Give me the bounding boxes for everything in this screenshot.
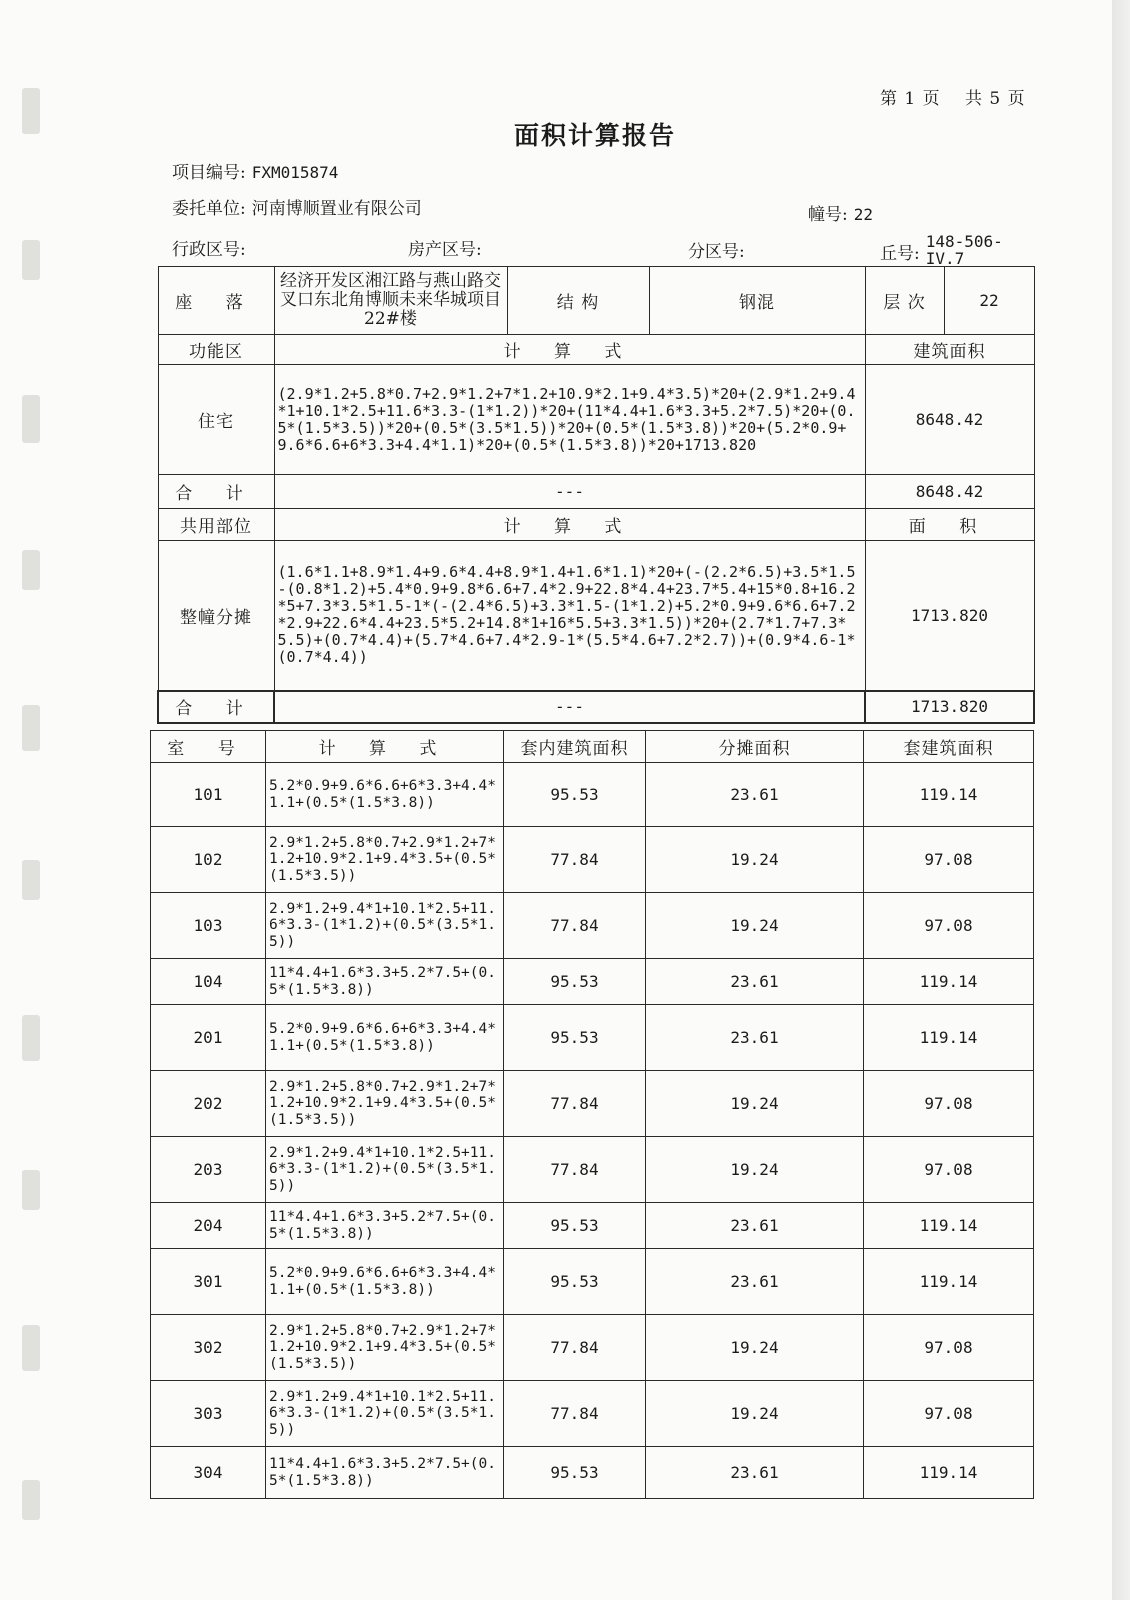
paper-edge xyxy=(1112,0,1130,1600)
room-shared-area: 23.61 xyxy=(646,1005,864,1071)
room-formula: 5.2*0.9+9.6*6.6+6*3.3+4.4*1.1+(0.5*(1.5*3.8)) xyxy=(266,1249,504,1315)
sub-area-label: 分区号: xyxy=(688,242,745,262)
room-inner-area: 77.84 xyxy=(504,893,646,959)
table-row xyxy=(151,1203,1034,1249)
room-total-area: 97.08 xyxy=(864,1071,1034,1137)
room-shared-area: 19.24 xyxy=(646,893,864,959)
room-number: 101 xyxy=(151,763,266,827)
binding-hole xyxy=(22,1170,40,1210)
property-area xyxy=(408,235,488,260)
admin-area-label: 行政区号: xyxy=(172,240,246,260)
room-inner-area: 77.84 xyxy=(504,1315,646,1381)
shared-area-label: 面 积 xyxy=(865,509,1034,541)
calc-label: 计 算 式 xyxy=(274,335,865,365)
room-total-area: 97.08 xyxy=(864,827,1034,893)
room-inner-area: 95.53 xyxy=(504,1447,646,1499)
room-number: 302 xyxy=(151,1315,266,1381)
location-row xyxy=(158,267,1034,335)
room-formula: 2.9*1.2+5.8*0.7+2.9*1.2+7*1.2+10.9*2.1+9.4*3.5+(0.5*(1.5*3.5)) xyxy=(266,827,504,893)
rooms-header-row xyxy=(151,731,1034,763)
room-formula: 2.9*1.2+9.4*1+10.1*2.5+11.6*3.3-(1*1.2)+(0.5*(3.5*1.5)) xyxy=(266,1381,504,1447)
build-area-label: 建筑面积 xyxy=(865,335,1034,365)
shared-row xyxy=(158,541,1034,691)
hill-number-value: 148-506-IV.7 xyxy=(925,232,1003,268)
table-row xyxy=(151,1315,1034,1381)
report-title: 面积计算报告 xyxy=(513,121,676,150)
room-shared-area: 23.61 xyxy=(646,1249,864,1315)
binding-hole xyxy=(22,860,40,900)
summary-table xyxy=(157,266,1035,724)
room-formula: 5.2*0.9+9.6*6.6+6*3.3+4.4*1.1+(0.5*(1.5*3.8)) xyxy=(266,1005,504,1071)
room-inner-area: 77.84 xyxy=(504,1071,646,1137)
shared-header-row xyxy=(158,509,1034,541)
building-number-label: 幢号: xyxy=(808,205,848,225)
room-formula-header: 计 算 式 xyxy=(266,731,504,763)
binding-hole xyxy=(22,550,40,590)
building-number xyxy=(808,200,873,225)
inner-area-header: 套内建筑面积 xyxy=(504,731,646,763)
room-number: 104 xyxy=(151,959,266,1005)
binding-hole xyxy=(22,705,40,751)
structure-label: 结 构 xyxy=(507,267,649,335)
admin-area xyxy=(172,235,252,260)
room-number: 202 xyxy=(151,1071,266,1137)
sub-area xyxy=(688,237,751,262)
room-number: 303 xyxy=(151,1381,266,1447)
floors-value: 22 xyxy=(944,267,1034,335)
room-inner-area: 77.84 xyxy=(504,1381,646,1447)
shared-item-label: 整幢分摊 xyxy=(158,541,274,691)
binding-hole xyxy=(22,1325,40,1371)
client-value: 河南博顺置业有限公司 xyxy=(251,199,422,219)
room-formula: 11*4.4+1.6*3.3+5.2*7.5+(0.5*(1.5*3.8)) xyxy=(266,959,504,1005)
table-row xyxy=(151,1005,1034,1071)
room-inner-area: 95.53 xyxy=(504,959,646,1005)
room-total-area: 119.14 xyxy=(864,1249,1034,1315)
room-shared-area: 23.61 xyxy=(646,959,864,1005)
room-inner-area: 95.53 xyxy=(504,1249,646,1315)
page-number: 第 1 页 共 5 页 xyxy=(880,89,1026,109)
room-inner-area: 95.53 xyxy=(504,763,646,827)
room-formula: 2.9*1.2+5.8*0.7+2.9*1.2+7*1.2+10.9*2.1+9.4*3.5+(0.5*(1.5*3.5)) xyxy=(266,1071,504,1137)
table-row xyxy=(151,959,1034,1005)
hill-number-label: 丘号: xyxy=(880,244,920,264)
shared-calc-label: 计 算 式 xyxy=(274,509,865,541)
binding-hole xyxy=(22,240,40,280)
floors-label: 层 次 xyxy=(865,267,944,335)
binding-hole xyxy=(22,395,40,443)
room-formula: 2.9*1.2+9.4*1+10.1*2.5+11.6*3.3-(1*1.2)+(0.5*(3.5*1.5)) xyxy=(266,1137,504,1203)
residential-total-row xyxy=(158,475,1034,509)
project-number-label: 项目编号: xyxy=(172,163,246,183)
shared-label: 共用部位 xyxy=(158,509,274,541)
rooms-table xyxy=(150,730,1034,1499)
room-number: 204 xyxy=(151,1203,266,1249)
room-shared-area: 23.61 xyxy=(646,1447,864,1499)
location-label: 座 落 xyxy=(158,267,274,335)
room-number: 102 xyxy=(151,827,266,893)
function-header-row xyxy=(158,335,1034,365)
room-shared-area: 23.61 xyxy=(646,763,864,827)
room-shared-area: 19.24 xyxy=(646,1137,864,1203)
room-number: 304 xyxy=(151,1447,266,1499)
room-inner-area: 77.84 xyxy=(504,1137,646,1203)
room-total-area: 97.08 xyxy=(864,1315,1034,1381)
binding-hole xyxy=(22,1015,40,1061)
room-shared-area: 19.24 xyxy=(646,1381,864,1447)
room-total-area: 119.14 xyxy=(864,1203,1034,1249)
room-inner-area: 77.84 xyxy=(504,827,646,893)
shared-total-row xyxy=(158,691,1034,723)
shared-area-header: 分摊面积 xyxy=(646,731,864,763)
room-shared-area: 19.24 xyxy=(646,1071,864,1137)
table-row xyxy=(151,1137,1034,1203)
room-no-header: 室 号 xyxy=(151,731,266,763)
table-row xyxy=(151,1071,1034,1137)
structure-value: 钢混 xyxy=(649,267,865,335)
room-formula: 2.9*1.2+5.8*0.7+2.9*1.2+7*1.2+10.9*2.1+9.4*3.5+(0.5*(1.5*3.5)) xyxy=(266,1315,504,1381)
shared-total-area: 1713.820 xyxy=(865,691,1034,723)
room-number: 203 xyxy=(151,1137,266,1203)
table-row xyxy=(151,827,1034,893)
room-inner-area: 95.53 xyxy=(504,1203,646,1249)
room-formula: 11*4.4+1.6*3.3+5.2*7.5+(0.5*(1.5*3.8)) xyxy=(266,1447,504,1499)
room-total-area: 97.08 xyxy=(864,1137,1034,1203)
shared-total-dash: --- xyxy=(274,691,865,723)
room-total-area: 97.08 xyxy=(864,893,1034,959)
project-number-value: FXM015874 xyxy=(251,163,339,182)
table-row xyxy=(151,1249,1034,1315)
table-row xyxy=(151,763,1034,827)
client-label: 委托单位: xyxy=(172,199,246,219)
building-number-value: 22 xyxy=(853,205,873,224)
shared-formula: (1.6*1.1+8.9*1.4+9.6*4.4+8.9*1.4+1.6*1.1)*20+(-(2.2*6.5)+3.5*1.5-(0.8*1.2)+5.4*0.9+9.8*6.6+7.4*2.9+22.8*4.4+23.7*5.4+15*0.8+16.2*5+7.3*3.5*1.5-1*(-(2.4*6.5)+3.3*1.5-(1*1.2)+5.2*0.9+9.6*6.6+7.2*2.9+22.6*4.4+23.5*5.2+14.8*1+16*5.5+3.3*1.5))*20+(2.7*1.7+7.3*5.5)+(0.7*4.4)+(5.7*4.6+7.4*2.9-1*(5.5*4.6+7.2*2.7))+(0.9*4.6-1*(0.7*4.4)) xyxy=(274,541,865,691)
room-shared-area: 19.24 xyxy=(646,827,864,893)
function-area-label: 功能区 xyxy=(158,335,274,365)
property-area-label: 房产区号: xyxy=(408,240,482,260)
shared-area-value: 1713.820 xyxy=(865,541,1034,691)
room-formula: 11*4.4+1.6*3.3+5.2*7.5+(0.5*(1.5*3.8)) xyxy=(266,1203,504,1249)
room-formula: 5.2*0.9+9.6*6.6+6*3.3+4.4*1.1+(0.5*(1.5*3.8)) xyxy=(266,763,504,827)
room-inner-area: 95.53 xyxy=(504,1005,646,1071)
residential-area: 8648.42 xyxy=(865,365,1034,475)
room-total-area: 119.14 xyxy=(864,959,1034,1005)
residential-label: 住宅 xyxy=(158,365,274,475)
room-shared-area: 23.61 xyxy=(646,1203,864,1249)
room-total-area: 97.08 xyxy=(864,1381,1034,1447)
table-row xyxy=(151,1447,1034,1499)
room-total-area: 119.14 xyxy=(864,1447,1034,1499)
room-total-area: 119.14 xyxy=(864,763,1034,827)
shared-total-label: 合 计 xyxy=(158,691,274,723)
total-area: 8648.42 xyxy=(865,475,1034,509)
room-number: 103 xyxy=(151,893,266,959)
room-formula: 2.9*1.2+9.4*1+10.1*2.5+11.6*3.3-(1*1.2)+(0.5*(3.5*1.5)) xyxy=(266,893,504,959)
table-row xyxy=(151,1381,1034,1447)
room-shared-area: 19.24 xyxy=(646,1315,864,1381)
total-area-header: 套建筑面积 xyxy=(864,731,1034,763)
table-row xyxy=(151,893,1034,959)
total-label: 合 计 xyxy=(158,475,274,509)
residential-row xyxy=(158,365,1034,475)
residential-formula: (2.9*1.2+5.8*0.7+2.9*1.2+7*1.2+10.9*2.1+9.4*3.5)*20+(2.9*1.2+9.4*1+10.1*2.5+11.6*3.3-(1*1.2))*20+(11*4.4+1.6*3.3+5.2*7.5)*20+(0.5*(1.5*3.5))*20+(0.5*(3.5*1.5))*20+(0.5*(1.5*3.8))*20+(5.2*0.9+9.6*6.6+6*3.3+4.4*1.1)*20+(0.5*(1.5*3.8))*20+1713.820 xyxy=(274,365,865,475)
project-number xyxy=(172,158,338,183)
binding-hole xyxy=(22,1480,40,1520)
location-value: 经济开发区湘江路与燕山路交叉口东北角博顺未来华城项目22#楼 xyxy=(274,267,507,335)
hill-number xyxy=(880,233,1008,267)
client xyxy=(172,194,422,219)
total-dash: --- xyxy=(274,475,865,509)
room-number: 201 xyxy=(151,1005,266,1071)
room-number: 301 xyxy=(151,1249,266,1315)
room-total-area: 119.14 xyxy=(864,1005,1034,1071)
